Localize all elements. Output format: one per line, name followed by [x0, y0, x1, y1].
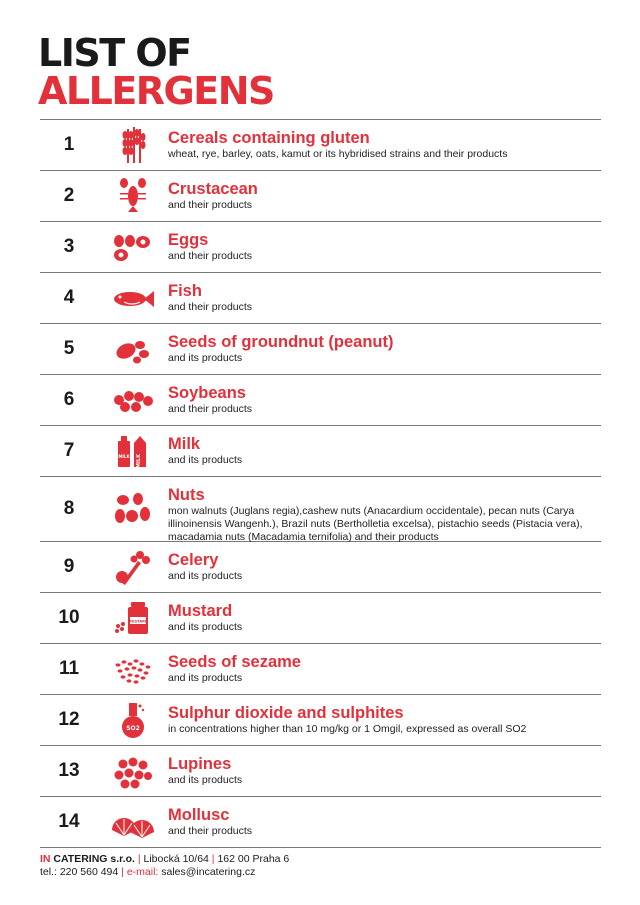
lobster-icon [110, 176, 156, 216]
separator: | [121, 866, 124, 878]
allergen-name: Lupines [168, 755, 232, 773]
allergen-row-10 [40, 593, 601, 644]
allergen-number: 2 [63, 185, 75, 206]
allergen-row-6 [40, 375, 601, 426]
allergen-name: Seeds of groundnut (peanut) [168, 333, 394, 351]
svg-text:MILK: MILK [136, 454, 142, 468]
allergen-row-7 [40, 426, 601, 477]
allergen-name: Mollusc [168, 806, 230, 824]
milk-icon [110, 431, 156, 471]
mustard-icon [110, 598, 156, 638]
allergen-row-3 [40, 222, 601, 273]
allergen-number: 13 [58, 760, 80, 781]
address: Libocká 10/64 [143, 853, 209, 865]
allergen-name: Soybeans [168, 384, 246, 402]
allergen-name: Cereals containing gluten [168, 129, 370, 147]
allergen-name: Crustacean [168, 180, 258, 198]
peanut-icon [110, 329, 156, 369]
allergen-description: mon walnuts (Juglans regia),cashew nuts (Anacardium occidentale), pecan nuts (Carya illinoinensis Wangenh.), Brazil nuts (Bertholletia excelsa), pistachio seeds (Pistacia vera), macadamia nuts (Macadamia ternifolia) and their products [168, 505, 583, 543]
allergen-name: Eggs [168, 231, 209, 249]
allergen-number: 12 [58, 709, 80, 730]
allergen-row-5 [40, 324, 601, 375]
email-link[interactable]: sales@incatering.cz [161, 866, 256, 878]
allergen-name: Nuts [168, 486, 205, 504]
allergen-name: Sulphur dioxide and sulphites [168, 704, 404, 722]
allergen-number: 11 [58, 658, 80, 679]
separator: | [211, 853, 215, 865]
allergen-description: and its products [168, 454, 243, 466]
allergen-row-13 [40, 746, 601, 797]
allergen-row-1 [40, 120, 601, 171]
allergen-row-2 [40, 171, 601, 222]
email-label: e-mail: [126, 866, 159, 878]
fish-icon [110, 278, 156, 318]
allergen-number: 9 [63, 556, 75, 577]
svg-text:SO2: SO2 [126, 725, 140, 732]
city: 162 00 Praha 6 [217, 853, 290, 865]
footer-line-2 [40, 866, 289, 879]
wheat-icon [110, 125, 156, 165]
brand-name: IN [40, 853, 51, 865]
footer [40, 853, 289, 879]
svg-text:MILK: MILK [118, 454, 130, 459]
allergen-description: and their products [168, 825, 253, 837]
lupine-icon [110, 751, 156, 791]
allergen-number: 10 [58, 607, 80, 628]
allergen-description: wheat, rye, barley, oats, kamut or its hybridised strains and their products [168, 148, 508, 160]
allergen-name: Celery [168, 551, 219, 569]
shell-icon [110, 802, 156, 842]
celery-icon [110, 547, 156, 587]
allergen-description: and its products [168, 621, 243, 633]
allergen-name: Fish [168, 282, 202, 300]
allergen-row-9 [40, 542, 601, 593]
allergen-row-12 [40, 695, 601, 746]
allergen-description: and their products [168, 301, 253, 313]
flask-icon [110, 700, 156, 740]
sesame-icon [110, 649, 156, 689]
separator: | [137, 853, 141, 865]
allergen-number: 1 [63, 134, 75, 155]
nuts-icon [110, 489, 156, 529]
allergen-description: and its products [168, 570, 243, 582]
soybean-icon [110, 380, 156, 420]
footer-line-1 [40, 853, 289, 866]
allergen-description: and its products [168, 672, 243, 684]
svg-text:MUSTARD: MUSTARD [128, 619, 148, 624]
allergen-name: Seeds of sezame [168, 653, 301, 671]
allergen-number: 7 [63, 440, 75, 461]
phone: tel.: 220 560 494 [40, 866, 119, 878]
allergen-list [40, 119, 601, 848]
eggs-icon [110, 227, 156, 267]
allergen-row-14 [40, 797, 601, 848]
allergen-number: 8 [63, 498, 75, 519]
allergen-name: Mustard [168, 602, 233, 620]
allergen-description: and their products [168, 250, 253, 262]
allergen-description: and their products [168, 199, 253, 211]
allergen-number: 5 [63, 338, 75, 359]
allergen-row-11 [40, 644, 601, 695]
allergen-description: and their products [168, 403, 253, 415]
allergen-number: 14 [58, 811, 80, 832]
allergen-number: 4 [63, 287, 75, 308]
allergen-row-4 [40, 273, 601, 324]
company-name: CATERING s.r.o. [53, 853, 135, 865]
page-title [38, 31, 274, 113]
title-line-1: LIST OF [38, 31, 191, 75]
allergen-row-8 [40, 477, 601, 542]
title-line-2: ALLERGENS [38, 69, 274, 113]
allergen-number: 6 [63, 389, 75, 410]
allergen-description: in concentrations higher than 10 mg/kg or 1 Omgil, expressed as overall SO2 [168, 723, 527, 735]
allergen-description: and its products [168, 352, 243, 364]
allergen-number: 3 [63, 236, 75, 257]
allergen-description: and its products [168, 774, 243, 786]
allergen-name: Milk [168, 435, 201, 453]
